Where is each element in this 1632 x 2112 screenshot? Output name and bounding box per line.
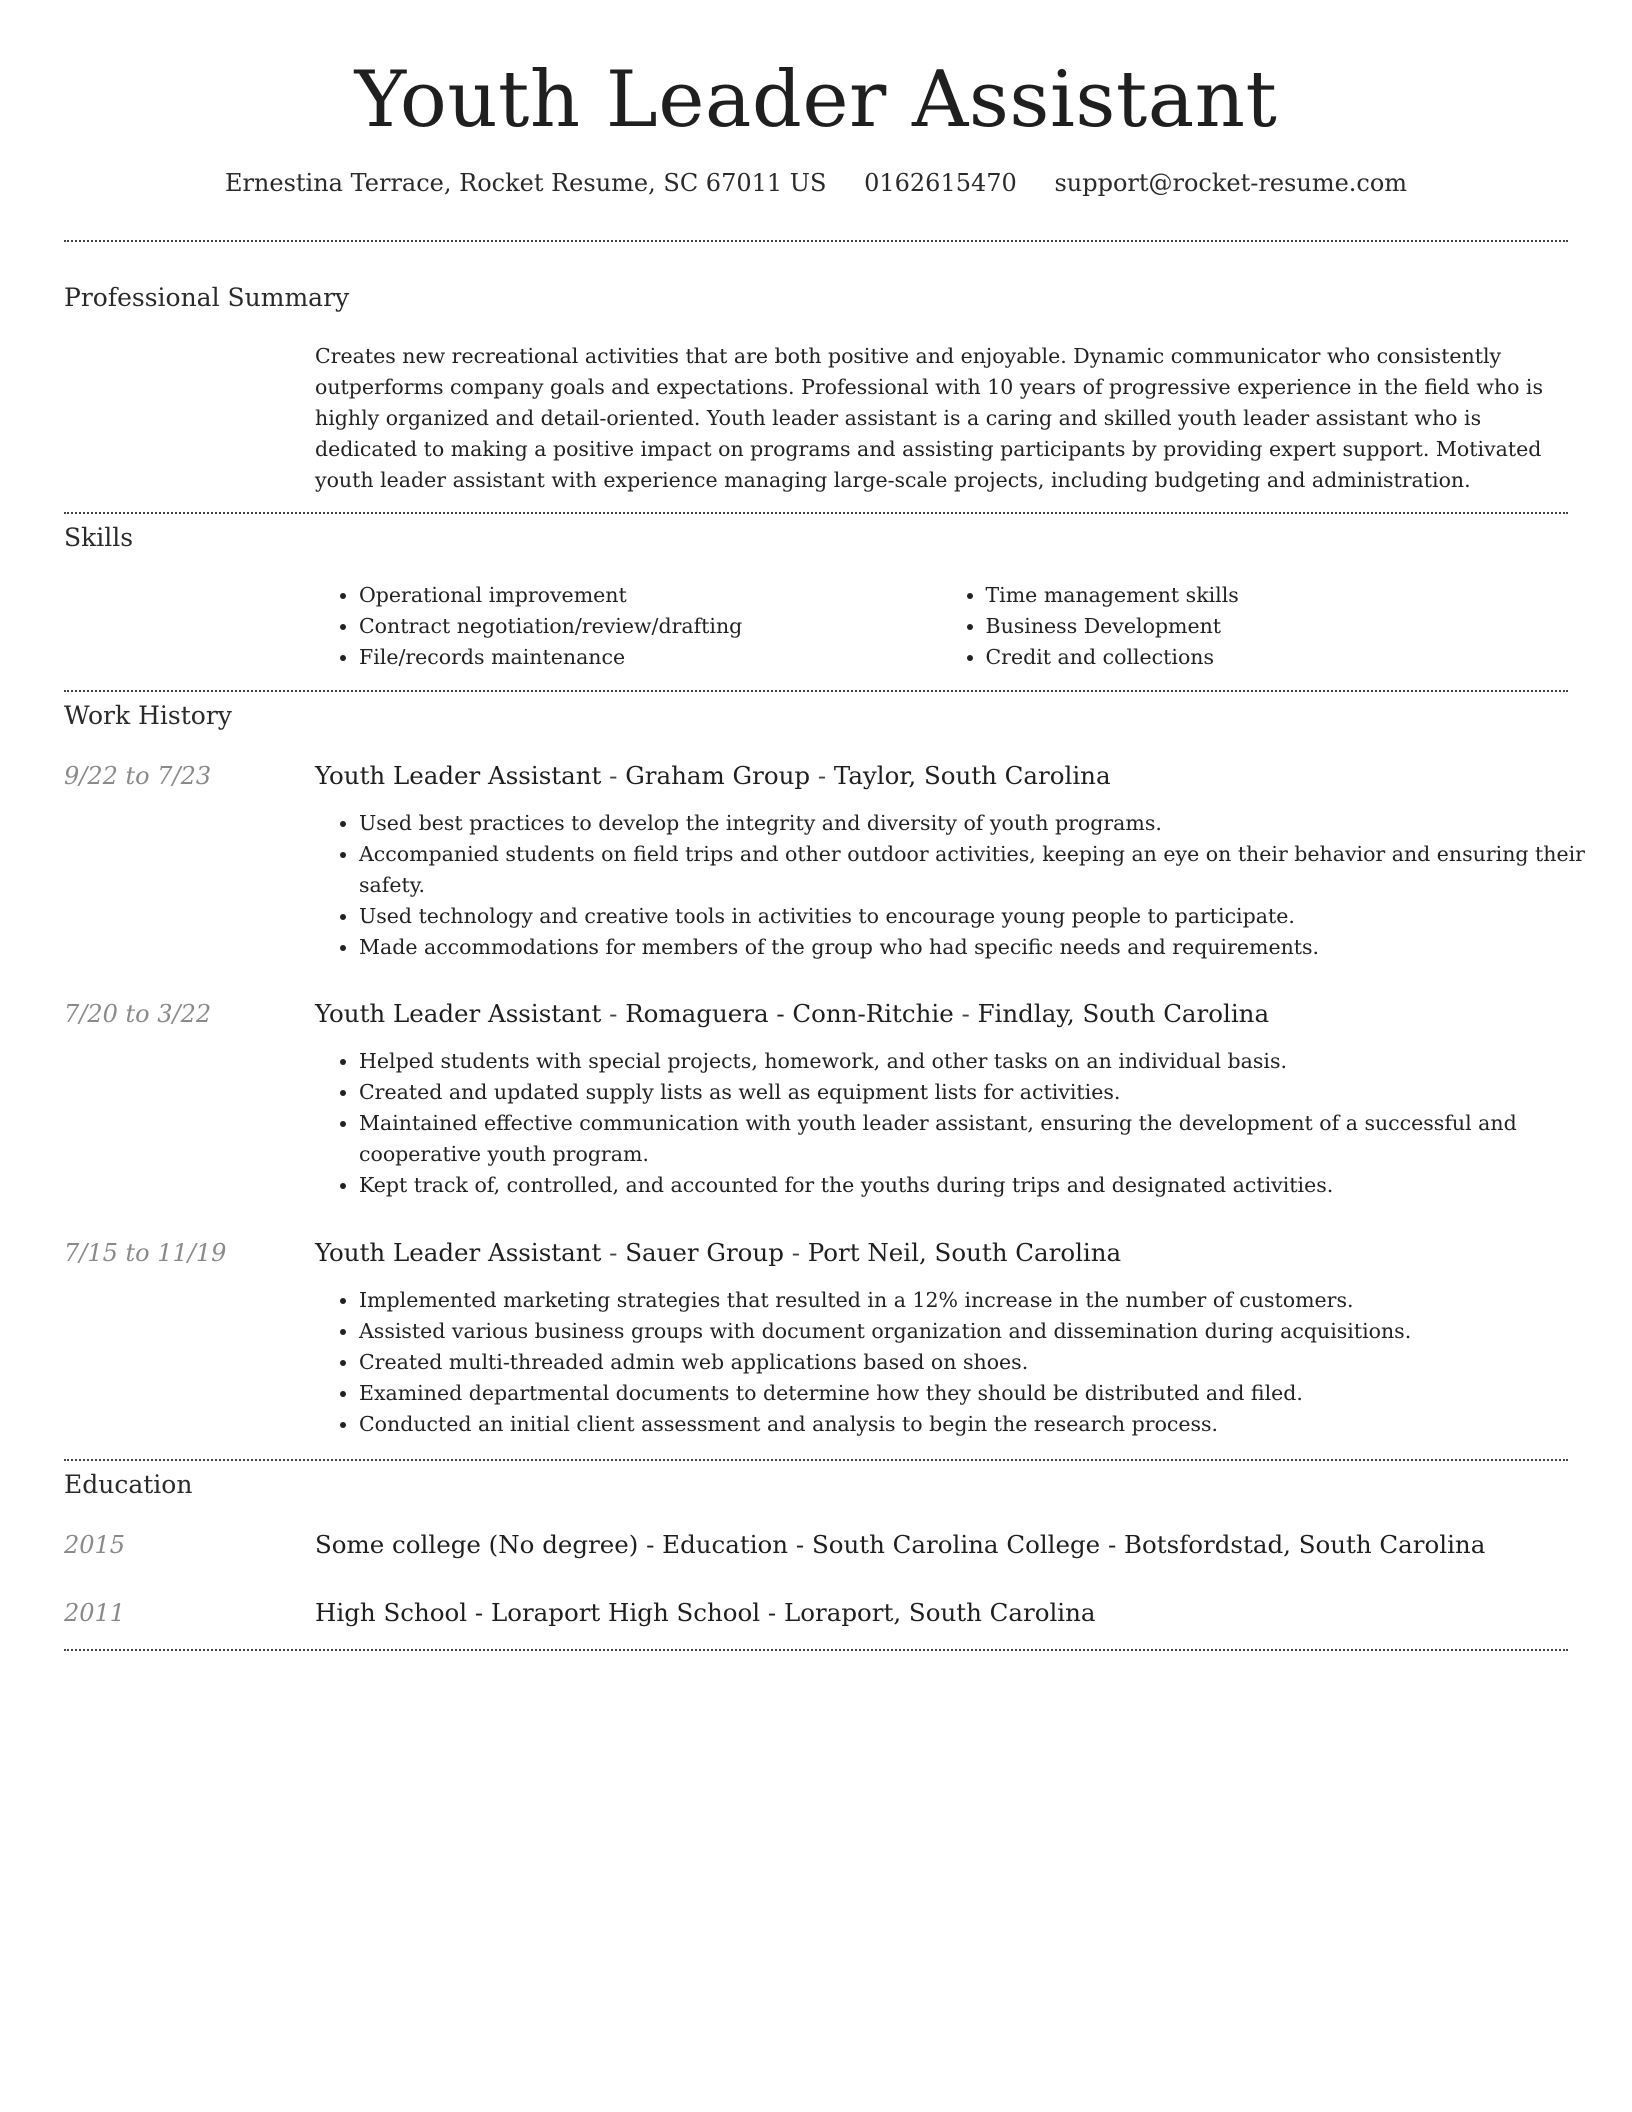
education-school: Loraport High School <box>490 1598 761 1627</box>
skill-item: • Time management skills <box>986 580 1569 611</box>
job-bullets <box>315 1285 1612 1440</box>
job-bullet: • Created multi-threaded admin web applications based on shoes. <box>359 1347 1612 1378</box>
education-location: Botsfordstad, South Carolina <box>1124 1530 1486 1559</box>
resume-title: Youth Leader Assistant <box>354 55 1278 145</box>
job-company: Romaguera - Conn-Ritchie <box>625 999 954 1028</box>
job-title: Youth Leader Assistant <box>315 999 602 1028</box>
skills-list <box>315 580 1568 673</box>
job-location: Taylor, South Carolina <box>833 761 1111 790</box>
job-bullet: • Implemented marketing strategies that resulted in a 12% increase in the number of customers. <box>359 1285 1612 1316</box>
divider <box>64 1459 1568 1461</box>
job-company: Sauer Group <box>625 1238 784 1267</box>
resume-page <box>64 0 1585 1627</box>
section-title-skills: Skills <box>64 523 134 552</box>
education-year: 2011 <box>64 1599 126 1627</box>
job-bullet: • Helped students with special projects, homework, and other tasks on an individual basis. <box>359 1046 1612 1077</box>
section-title-summary: Professional Summary <box>64 283 350 312</box>
skills-column-right <box>942 580 1569 673</box>
job-company: Graham Group <box>625 761 811 790</box>
contact-phone: 0162615470 <box>864 169 1017 197</box>
divider <box>64 240 1568 242</box>
job-heading: Youth Leader Assistant - Sauer Group - Port Neil, South Carolina <box>315 1238 1122 1267</box>
job-bullet: • Assisted various business groups with document organization and dissemination during acquisitions. <box>359 1316 1612 1347</box>
contact-email: support@rocket-resume.com <box>1054 169 1408 197</box>
job-title: Youth Leader Assistant <box>315 761 602 790</box>
section-title-education: Education <box>64 1470 193 1499</box>
job-dates: 7/15 to 11/19 <box>64 1239 227 1267</box>
skills-column-left <box>315 580 942 673</box>
education-school: South Carolina College <box>811 1530 1101 1559</box>
skill-item: • Contract negotiation/review/drafting <box>359 611 942 642</box>
job-bullet: • Kept track of, controlled, and accounted for the youths during trips and designated activities. <box>359 1170 1612 1201</box>
education-heading: High School - Loraport High School - Loraport, South Carolina <box>315 1598 1096 1627</box>
job-bullet: • Made accommodations for members of the group who had specific needs and requirements. <box>359 932 1612 963</box>
job-bullet: • Maintained effective communication with youth leader assistant, ensuring the development of a successful and cooperative youth program. <box>359 1108 1612 1170</box>
contact-line <box>64 168 1568 198</box>
job-title: Youth Leader Assistant <box>315 1238 602 1267</box>
section-title-work: Work History <box>64 701 232 730</box>
job-location: Port Neil, South Carolina <box>807 1238 1122 1267</box>
skill-item: • File/records maintenance <box>359 642 942 673</box>
education-year: 2015 <box>64 1531 126 1559</box>
job-bullet: • Accompanied students on field trips and other outdoor activities, keeping an eye on their behavior and ensuring their safety. <box>359 839 1612 901</box>
divider <box>64 512 1568 514</box>
skill-item: • Business Development <box>986 611 1569 642</box>
job-bullet: • Examined departmental documents to determine how they should be distributed and filed. <box>359 1378 1612 1409</box>
job-bullet: • Used technology and creative tools in activities to encourage young people to participate. <box>359 901 1612 932</box>
job-bullet: • Created and updated supply lists as well as equipment lists for activities. <box>359 1077 1612 1108</box>
skill-item: • Credit and collections <box>986 642 1569 673</box>
divider <box>64 1649 1568 1651</box>
job-location: Findlay, South Carolina <box>977 999 1270 1028</box>
divider <box>64 690 1568 692</box>
job-bullet: • Used best practices to develop the integrity and diversity of youth programs. <box>359 808 1612 839</box>
education-degree: High School <box>315 1598 468 1627</box>
job-bullets <box>315 808 1612 963</box>
job-bullets <box>315 1046 1612 1201</box>
job-heading: Youth Leader Assistant - Romaguera - Conn-Ritchie - Findlay, South Carolina <box>315 999 1270 1028</box>
education-heading: Some college (No degree) - Education - South Carolina College - Botsfordstad, South Carolina <box>315 1530 1486 1559</box>
job-heading: Youth Leader Assistant - Graham Group - Taylor, South Carolina <box>315 761 1111 790</box>
job-dates: 7/20 to 3/22 <box>64 1000 212 1028</box>
education-location: Loraport, South Carolina <box>784 1598 1096 1627</box>
summary-text: Creates new recreational activities that are both positive and enjoyable. Dynamic communicator who consistently outperforms company goals and expectations. Professional with 10 years of progressive experience in the field who is highly organized and detail-oriented. Youth leader assistant is a caring and skilled youth leader assistant who is dedicated to making a positive impact on programs and assisting participants by providing expert support. Motivated youth leader assistant with experience managing large-scale projects, including budgeting and administration. <box>315 344 1544 492</box>
skill-item: • Operational improvement <box>359 580 942 611</box>
contact-address: Ernestina Terrace, Rocket Resume, SC 67011 US <box>224 169 827 197</box>
job-dates: 9/22 to 7/23 <box>64 762 212 790</box>
job-bullet: • Conducted an initial client assessment and analysis to begin the research process. <box>359 1409 1612 1440</box>
education-degree: Some college (No degree) - Education <box>315 1530 789 1559</box>
